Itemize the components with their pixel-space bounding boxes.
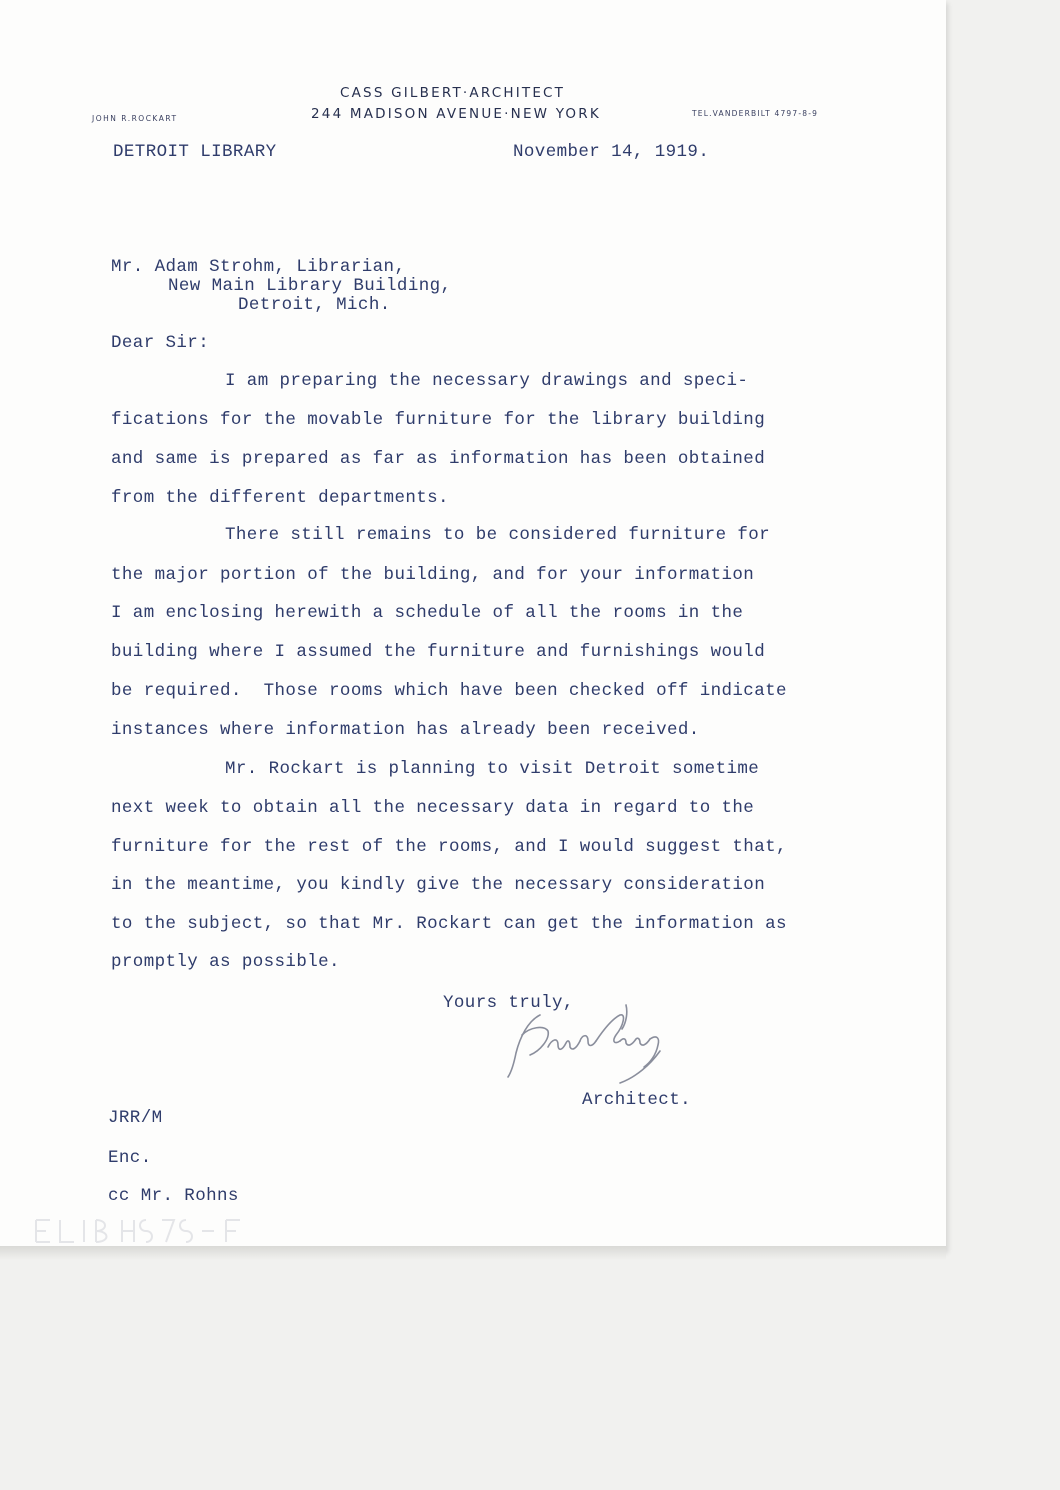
body-line: fications for the movable furniture for the library building [111, 410, 766, 430]
body-line: from the different departments. [111, 488, 449, 508]
body-line: I am preparing the necessary drawings and speci- [225, 371, 749, 391]
body-line: next week to obtain all the necessary data in regard to the [111, 798, 755, 818]
body-line: Mr. Rockart is planning to visit Detroit sometime [225, 759, 760, 779]
body-line: and same is prepared as far as information has been obtained [111, 449, 766, 469]
body-line: the major portion of the building, and for your information [111, 565, 755, 585]
recipient-building: New Main Library Building, [168, 276, 452, 296]
recipient-city: Detroit, Mich. [238, 295, 391, 315]
body-line: furniture for the rest of the rooms, and I would suggest that, [111, 837, 787, 857]
body-line: I am enclosing herewith a schedule of all the rooms in the [111, 603, 744, 623]
paper-edge-shadow [0, 1246, 946, 1260]
salutation: Dear Sir: [111, 333, 210, 353]
complimentary-close: Yours truly, [443, 993, 574, 1013]
enclosure-note: Enc. [108, 1148, 152, 1168]
handwritten-signature [500, 995, 700, 1085]
archive-stamp-mark [30, 1212, 260, 1248]
letterhead-address: 244 MADISON AVENUE·NEW YORK [311, 106, 601, 122]
body-line: building where I assumed the furniture and furnishings would [111, 642, 766, 662]
carbon-copy-note: cc Mr. Rohns [108, 1186, 239, 1206]
letterhead-firm-name: CASS GILBERT·ARCHITECT [340, 85, 566, 101]
body-line: There still remains to be considered furniture for [225, 525, 771, 545]
signer-title: Architect. [582, 1090, 692, 1110]
body-line: to the subject, so that Mr. Rockart can get the information as [111, 914, 787, 934]
body-line: promptly as possible. [111, 952, 340, 972]
letterhead-associate: JOHN R.ROCKART [92, 114, 178, 123]
body-line: be required. Those rooms which have been checked off indicate [111, 681, 787, 701]
letterhead-phone: TEL.VANDERBILT 4797-8-9 [692, 109, 819, 118]
body-line: in the meantime, you kindly give the necessary consideration [111, 875, 766, 895]
recipient-name: Mr. Adam Strohm, Librarian, [111, 257, 406, 277]
file-label: DETROIT LIBRARY [113, 142, 277, 162]
body-line: instances where information has already been received. [111, 720, 700, 740]
letter-date: November 14, 1919. [513, 142, 710, 162]
typist-initials: JRR/M [108, 1108, 163, 1128]
